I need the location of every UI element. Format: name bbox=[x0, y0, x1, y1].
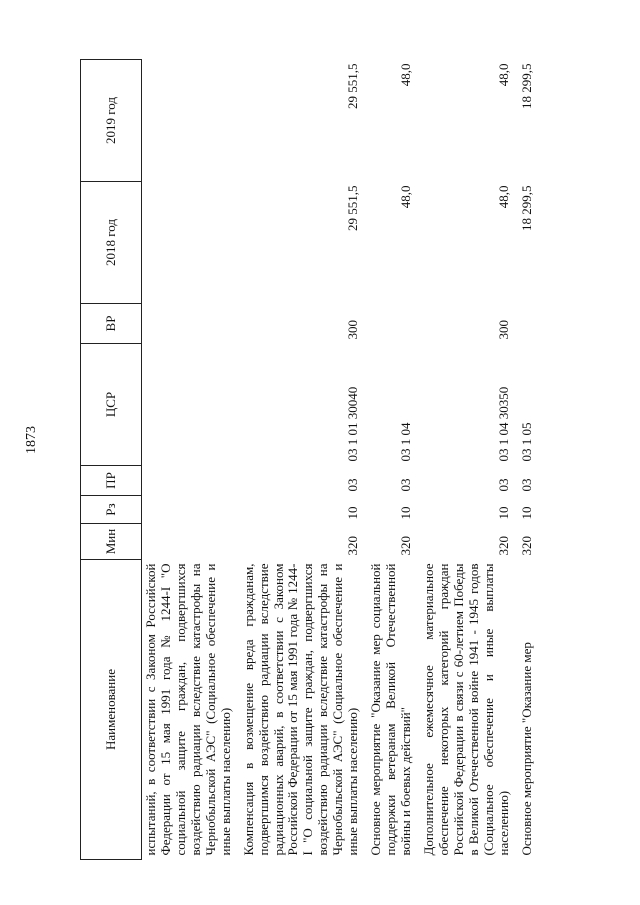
row-name: Дополнительное ежемесячное материальное обеспечение некоторых категорий граждан Российской Федерации в связи с 60-летием Победы в Великой Отечественной войне 1941 - 1945 годов (Социальное обеспечение и иные выплаты населению) bbox=[420, 563, 511, 856]
header-pr: ПР bbox=[81, 466, 142, 496]
row-vr: 300 bbox=[345, 320, 361, 340]
row-csr: 03 1 05 bbox=[518, 422, 534, 462]
row-name: Основное мероприятие "Оказание мер bbox=[518, 642, 534, 856]
row-2018: 48,0 bbox=[398, 185, 413, 209]
table-row bbox=[420, 60, 518, 860]
row-vr: 300 bbox=[495, 320, 511, 340]
row-name: испытаний, в соответствии с Законом Российской Федерации от 15 мая 1991 года № 1244-I "О социальной защите граждан, подвергшихся воздействию радиации вследствие катастрофы на Чернобыльской АЭС" (Социальное обеспечение и иные выплаты населению) bbox=[143, 563, 233, 856]
header-2019: 2019 год bbox=[81, 60, 142, 182]
row-2018 bbox=[142, 182, 240, 304]
table-header bbox=[81, 60, 142, 860]
row-csr: 03 1 04 30350 bbox=[495, 386, 511, 462]
header-vr: ВР bbox=[81, 304, 142, 344]
table-row bbox=[142, 60, 240, 860]
row-name: Основное мероприятие "Оказание мер социальной поддержки ветеранам Великой Отечественной войны и боевых действий" bbox=[368, 563, 413, 856]
row-2019: 48,0 bbox=[398, 63, 413, 87]
table-row bbox=[240, 60, 368, 860]
row-csr bbox=[142, 344, 240, 466]
table-row bbox=[518, 60, 541, 860]
budget-table bbox=[80, 59, 541, 860]
row-rz: 10 bbox=[518, 506, 534, 520]
row-2019 bbox=[142, 60, 240, 182]
header-rz: Рз bbox=[81, 496, 142, 524]
page-number: 1873 bbox=[24, 426, 39, 454]
table-row bbox=[367, 60, 420, 860]
row-csr: 03 1 04 bbox=[398, 422, 413, 462]
row-min: 320 bbox=[518, 536, 534, 556]
row-2018: 48,0 bbox=[495, 185, 511, 209]
row-2019: 18 299,5 bbox=[518, 63, 534, 109]
row-pr: 03 bbox=[345, 478, 361, 492]
header-min: Мин bbox=[81, 524, 142, 560]
row-rz: 10 bbox=[345, 506, 361, 520]
row-rz: 10 bbox=[398, 506, 413, 520]
row-2019: 29 551,5 bbox=[345, 63, 361, 109]
header-name: Наименование bbox=[81, 560, 142, 860]
header-csr: ЦСР bbox=[81, 344, 142, 466]
row-2018: 18 299,5 bbox=[518, 185, 534, 231]
row-pr: 03 bbox=[398, 478, 413, 492]
row-csr: 03 1 01 30040 bbox=[345, 386, 361, 462]
row-min bbox=[142, 524, 240, 560]
header-2018: 2018 год bbox=[81, 182, 142, 304]
row-pr bbox=[142, 466, 240, 496]
row-min: 320 bbox=[345, 536, 361, 556]
row-pr: 03 bbox=[518, 478, 534, 492]
row-vr bbox=[367, 304, 420, 344]
row-pr: 03 bbox=[495, 478, 511, 492]
row-min: 320 bbox=[495, 536, 511, 556]
row-min: 320 bbox=[398, 536, 413, 556]
row-vr bbox=[518, 304, 541, 344]
row-rz bbox=[142, 496, 240, 524]
row-name: Компенсация в возмещение вреда гражданам, подвергшимся воздействию радиации вследствие радиационных аварий, в соответствии с Законом Российской Федерации от 15 мая 1991 года № 1244-I "О социальной защите граждан, подвергшихся воздействию радиации вследствие катастрофы на Чернобыльской АЭС" (Социальное обеспечение и иные выплаты населению) bbox=[240, 563, 361, 856]
row-2019: 48,0 bbox=[495, 63, 511, 87]
row-rz: 10 bbox=[495, 506, 511, 520]
rotated-page-content bbox=[80, 60, 600, 860]
row-vr bbox=[142, 304, 240, 344]
row-2018: 29 551,5 bbox=[345, 185, 361, 231]
